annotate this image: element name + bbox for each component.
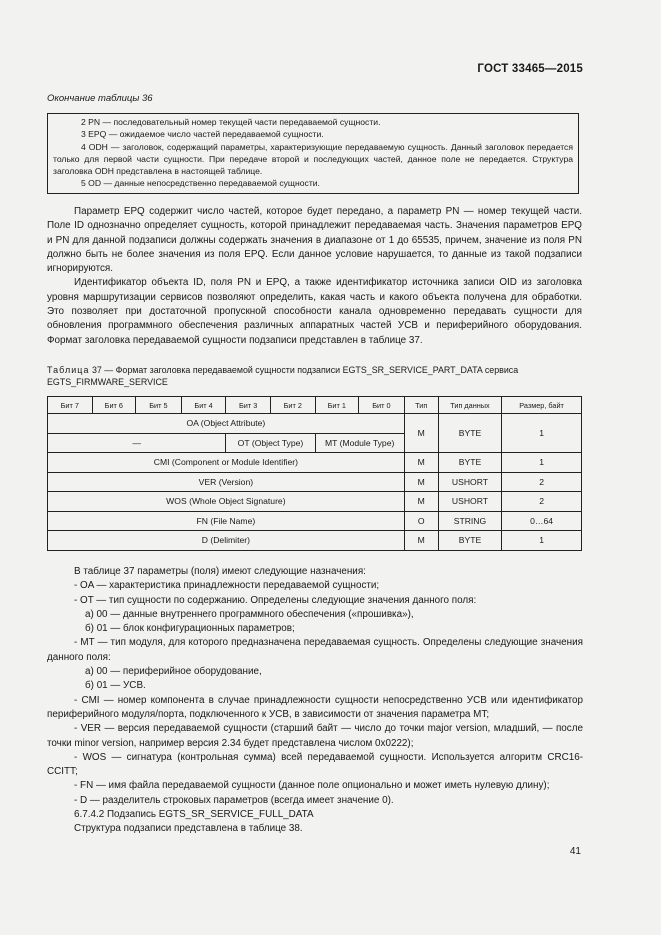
table-row xyxy=(48,472,582,492)
list-item: - D — разделитель строковых параметров (всегда имеет значение 0). xyxy=(74,794,394,806)
table-row xyxy=(48,511,582,531)
header-cell: Бит 2 xyxy=(270,397,315,414)
datatype-cell: BYTE xyxy=(438,453,501,473)
type-cell: M xyxy=(404,492,438,512)
header-cell: Размер, байт xyxy=(502,397,582,414)
header-cell: Бит 4 xyxy=(181,397,226,414)
notes-box xyxy=(47,113,579,194)
caption-text: 37 — Формат заголовка передаваемой сущности подзаписи EGTS_SR_SERVICE_PART_DATA сервиса EGTS_FIRMWARE_SERVICE xyxy=(47,365,519,388)
list-item: - OT — тип сущности по содержанию. Определены следующие значения данного поля: xyxy=(74,594,477,606)
list-item: - VER — версия передаваемой сущности (старший байт — число до точки major version, младший, — после точки minor version, например версия 2.34 будет представлена числом 0x0222); xyxy=(47,723,583,749)
header-cell: Бит 1 xyxy=(315,397,358,414)
list-item: Структура подзаписи представлена в таблице 38. xyxy=(74,823,303,835)
paragraph: Идентификатор объекта ID, поля PN и EPQ, а также идентификатор источника записи OID из заголовка уровня маршрутизации сервисов позволяют определить, какая часть и какого объекта получена для обработки. Это позволяет при достаточной пропускной способности канала одновременно передавать сущности для обновления программного обеспечения различных аппаратных частей УСВ и периферийного оборудования. Формат заголовка передаваемой сущности подзаписи представлен в таблице 37. xyxy=(47,277,582,346)
type-cell: M xyxy=(404,472,438,492)
field-name-cell: OA (Object Attribute) xyxy=(48,414,405,434)
datatype-cell: BYTE xyxy=(438,414,501,453)
list-item: - MT — тип модуля, для которого предназначена передаваемая сущность. Определены следующие значения данного поля: xyxy=(47,637,583,663)
list-item: б) 01 — блок конфигурационных параметров; xyxy=(85,623,295,635)
table-header-row xyxy=(48,397,582,414)
note-item: 3 EPQ — ожидаемое число частей передаваемой сущности. xyxy=(81,129,324,140)
size-cell: 2 xyxy=(502,492,582,512)
datatype-cell: BYTE xyxy=(438,531,501,551)
header-cell: Бит 7 xyxy=(48,397,93,414)
field-name-cell: MT (Module Type) xyxy=(315,433,404,453)
page-number: 41 xyxy=(569,846,581,857)
type-cell: M xyxy=(404,453,438,473)
reserved-cell: — xyxy=(48,433,226,453)
body-text xyxy=(47,205,582,348)
header-cell: Бит 0 xyxy=(358,397,404,414)
table-row xyxy=(48,531,582,551)
paragraph: Параметр EPQ содержит число частей, которое будет передано, а параметр PN — номер текущей части. Поле ID однозначно определяет сущность, которой принадлежит передаваемая часть. Значения параметров EPQ и PN для данной подзаписи должны содержать значения в диапазоне от 1 до 65535, причем, значение из поля PN должно быть не более значения из поля EPQ. Если данное условие нарушается, то данные из такой подзаписи игнорируются. xyxy=(47,206,582,275)
list-item: - FN — имя файла передаваемой сущности (данное поле опционально и может иметь нулевую длину); xyxy=(74,780,550,792)
datatype-cell: USHORT xyxy=(438,472,501,492)
size-cell: 0…64 xyxy=(502,511,582,531)
section-heading: 6.7.4.2 Подзапись EGTS_SR_SERVICE_FULL_DATA xyxy=(74,809,314,821)
type-cell: O xyxy=(404,511,438,531)
header-cell: Бит 5 xyxy=(136,397,182,414)
size-cell: 1 xyxy=(502,531,582,551)
list-item: - WOS — сигнатура (контрольная сумма) всей передаваемой сущности. Используется алгоритм CRC16-CCITT; xyxy=(47,751,583,778)
field-name-cell: D (Delimiter) xyxy=(48,531,405,551)
list-item: - CMI — номер компонента в случае принадлежности сущности непосредственно УСВ или идентификатор периферийного модуля/порта, подключенного к УСВ, в зависимости от значения параметра MT; xyxy=(47,694,583,720)
table-continuation-label: Окончание таблицы 36 xyxy=(47,93,153,104)
standard-code: ГОСТ 33465—2015 xyxy=(477,63,583,75)
list-item: а) 00 — периферийное оборудование, xyxy=(85,666,262,678)
table-caption xyxy=(47,364,583,389)
header-cell: Бит 3 xyxy=(226,397,271,414)
field-name-cell: VER (Version) xyxy=(48,472,405,492)
list-item: а) 00 — данные внутреннего программного обеспечения («прошивка»), xyxy=(85,608,414,620)
field-name-cell: WOS (Whole Object Signature) xyxy=(48,492,405,512)
caption-label: Таблица xyxy=(47,365,90,375)
field-name-cell: FN (File Name) xyxy=(48,511,405,531)
datatype-cell: STRING xyxy=(438,511,501,531)
parameter-list xyxy=(47,565,583,837)
header-cell: Тип xyxy=(404,397,438,414)
table-row xyxy=(48,453,582,473)
table-row xyxy=(48,414,582,434)
type-cell: M xyxy=(404,414,438,453)
format-table xyxy=(47,396,582,551)
header-cell: Бит 6 xyxy=(92,397,135,414)
datatype-cell: USHORT xyxy=(438,492,501,512)
type-cell: M xyxy=(404,531,438,551)
header-cell: Тип данных xyxy=(438,397,501,414)
field-name-cell: CMI (Component or Module Identifier) xyxy=(48,453,405,473)
list-item: б) 01 — УСВ. xyxy=(85,680,146,692)
size-cell: 1 xyxy=(502,414,582,453)
field-name-cell: OT (Object Type) xyxy=(226,433,315,453)
size-cell: 1 xyxy=(502,453,582,473)
list-intro: В таблице 37 параметры (поля) имеют следующие назначения: xyxy=(74,566,366,577)
note-item: 5 OD — данные непосредственно передаваемой сущности. xyxy=(81,178,320,189)
note-item: 2 PN — последовательный номер текущей части передаваемой сущности. xyxy=(81,117,381,127)
list-item: - OA — характеристика принадлежности передаваемой сущности; xyxy=(74,580,380,592)
size-cell: 2 xyxy=(502,472,582,492)
table-row xyxy=(48,492,582,512)
note-item: 4 ODH — заголовок, содержащий параметры, характеризующие передаваемую сущность. Данный заголовок передается только для первой части сущности. При передаче второй и последующих частей, данное поле не передается. Структура заголовка ODH представлена в настоящей таблице. xyxy=(53,141,573,177)
